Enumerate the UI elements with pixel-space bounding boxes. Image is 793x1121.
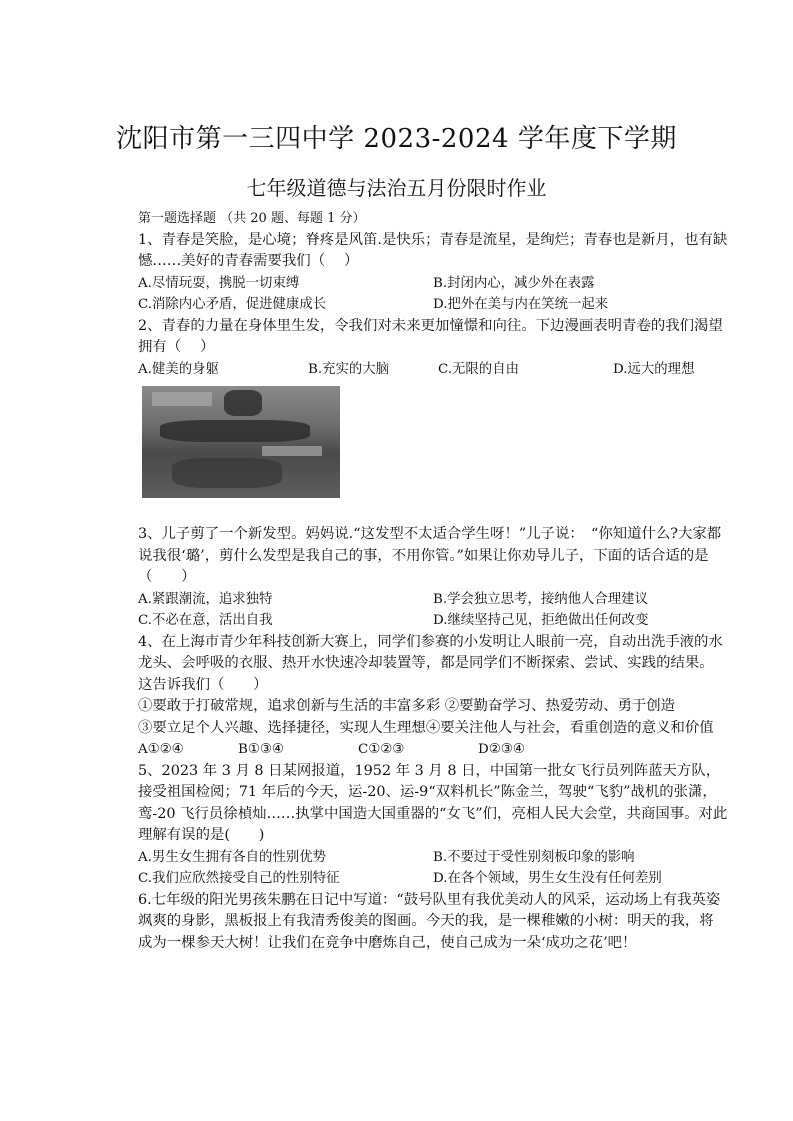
- option-a: A.紧跟潮流，追求独特: [138, 591, 273, 607]
- option-c: C.不必在意，活出自我: [138, 613, 273, 628]
- section-heading: 第一题选择题 （共 20 题、每题 1 分）: [138, 211, 366, 226]
- question-2-stem: 2、青春的力量在身体里生发，令我们对未来更加憧憬和向往。下边漫画表明青卷的我们渴望拥有（ ）: [138, 317, 723, 355]
- option-a: A①②④: [138, 742, 184, 757]
- option-a: A.健美的身躯: [138, 361, 219, 377]
- option-b: B.充实的大脑: [308, 361, 390, 377]
- option-d: D.把外在美与内在笑统一起来: [433, 297, 609, 312]
- option-d: D②③④: [478, 742, 525, 757]
- option-c: C.我们应欣然接受自己的性别特征: [138, 871, 340, 886]
- question-2-options: [138, 359, 728, 381]
- question-3-stem: 3、儿子剪了一个新发型。妈妈说.“这发型不太适合学生呀！”儿子说： “你知道什么?大家都说我很‘璐’，剪什么发型是我自己的事，不用你管。”如果让你劝导儿子，下面的话合适的是（ ）: [138, 526, 722, 585]
- option-b: B①③④: [238, 742, 284, 757]
- question-3-options: [138, 589, 728, 632]
- question-1-options: [138, 273, 728, 316]
- question-4-stem: 4、在上海市青少年科技创新大赛上，同学们参赛的小发明让人眼前一亮，自动出洗手液的水龙头、会呼吸的衣服、热开水快速冷却装置等，都是同学们不断探索、尝试、实践的结果。这告诉我们（ ）: [138, 633, 723, 693]
- question-5-stem: 5、2023 年 3 月 8 日某网报道，1952 年 3 月 8 日，中国第一批女飞行员列阵蓝天方队，接受祖国检阅；71 年后的今天，运-20、运-9“双料机长”陈金兰，驾驶“飞豹”战机的张潇，鸾-20 飞行员徐楨灿……执掌中国造大国重器的“女飞”们，亮相人民大会堂，共商国事。对此理解有误的是( ): [138, 762, 728, 843]
- questions-body: [138, 208, 728, 954]
- option-c: C①②③: [358, 742, 405, 757]
- option-b: B.学会独立思考，接纳他人合理建议: [433, 591, 648, 607]
- option-b: B.不要过于受性别刻板印象的影响: [433, 849, 635, 865]
- option-a: A.尽情玩耍，携脱一切束缚: [138, 275, 300, 291]
- page-subtitle: 七年级道德与法治五月份限时作业: [246, 176, 547, 200]
- question-5-options: [138, 847, 728, 890]
- option-d: D.在各个领域，男生女生没有任何差别: [433, 871, 662, 886]
- option-c: C.无限的自由: [438, 361, 519, 377]
- comic-image: [142, 386, 340, 498]
- question-4-item-2: ③要立足个人兴趣、选择捷径，实现人生理想④要关注他人与社会，看重创造的意义和价值: [138, 719, 714, 736]
- option-d: D.继续坚持己见，拒绝做出任何改变: [433, 613, 649, 628]
- option-d: D.远大的理想: [613, 361, 695, 377]
- option-a: A.男生女生拥有各自的性别优势: [138, 849, 327, 865]
- question-4-options: [138, 739, 728, 761]
- page-title: 沈阳市第一三四中学 2023-2024 学年度下学期: [116, 124, 677, 154]
- question-6-stem: 6.七年级的阳光男孩朱鹏在日记中写道：“鼓号队里有我优美动人的风采，运动场上有我英姿飒爽的身影，黑板报上有我清秀俊美的图画。今天的我，是一棵稚嫩的小树：明天的我，将成为一棵参天大树！让我们在竞争中磨炼自己，使自己成为一朵‘成功之花’吧！: [138, 891, 721, 951]
- question-1-stem: 1、青春是笑脸，是心境；脊疼是风笛.是快乐；青春是流星，是绚烂；青春也是新月，也有缺憾……美好的青春需要我们（ ）: [138, 231, 728, 269]
- option-c: C.消除内心矛盾，促进健康成长: [138, 297, 327, 312]
- question-4-item-1: ①要敢于打破常规，追求创新与生活的丰富多彩 ②要勤奋学习、热爱劳动、勇于创造: [138, 698, 676, 714]
- option-b: B.封闭内心，减少外在表露: [433, 275, 595, 291]
